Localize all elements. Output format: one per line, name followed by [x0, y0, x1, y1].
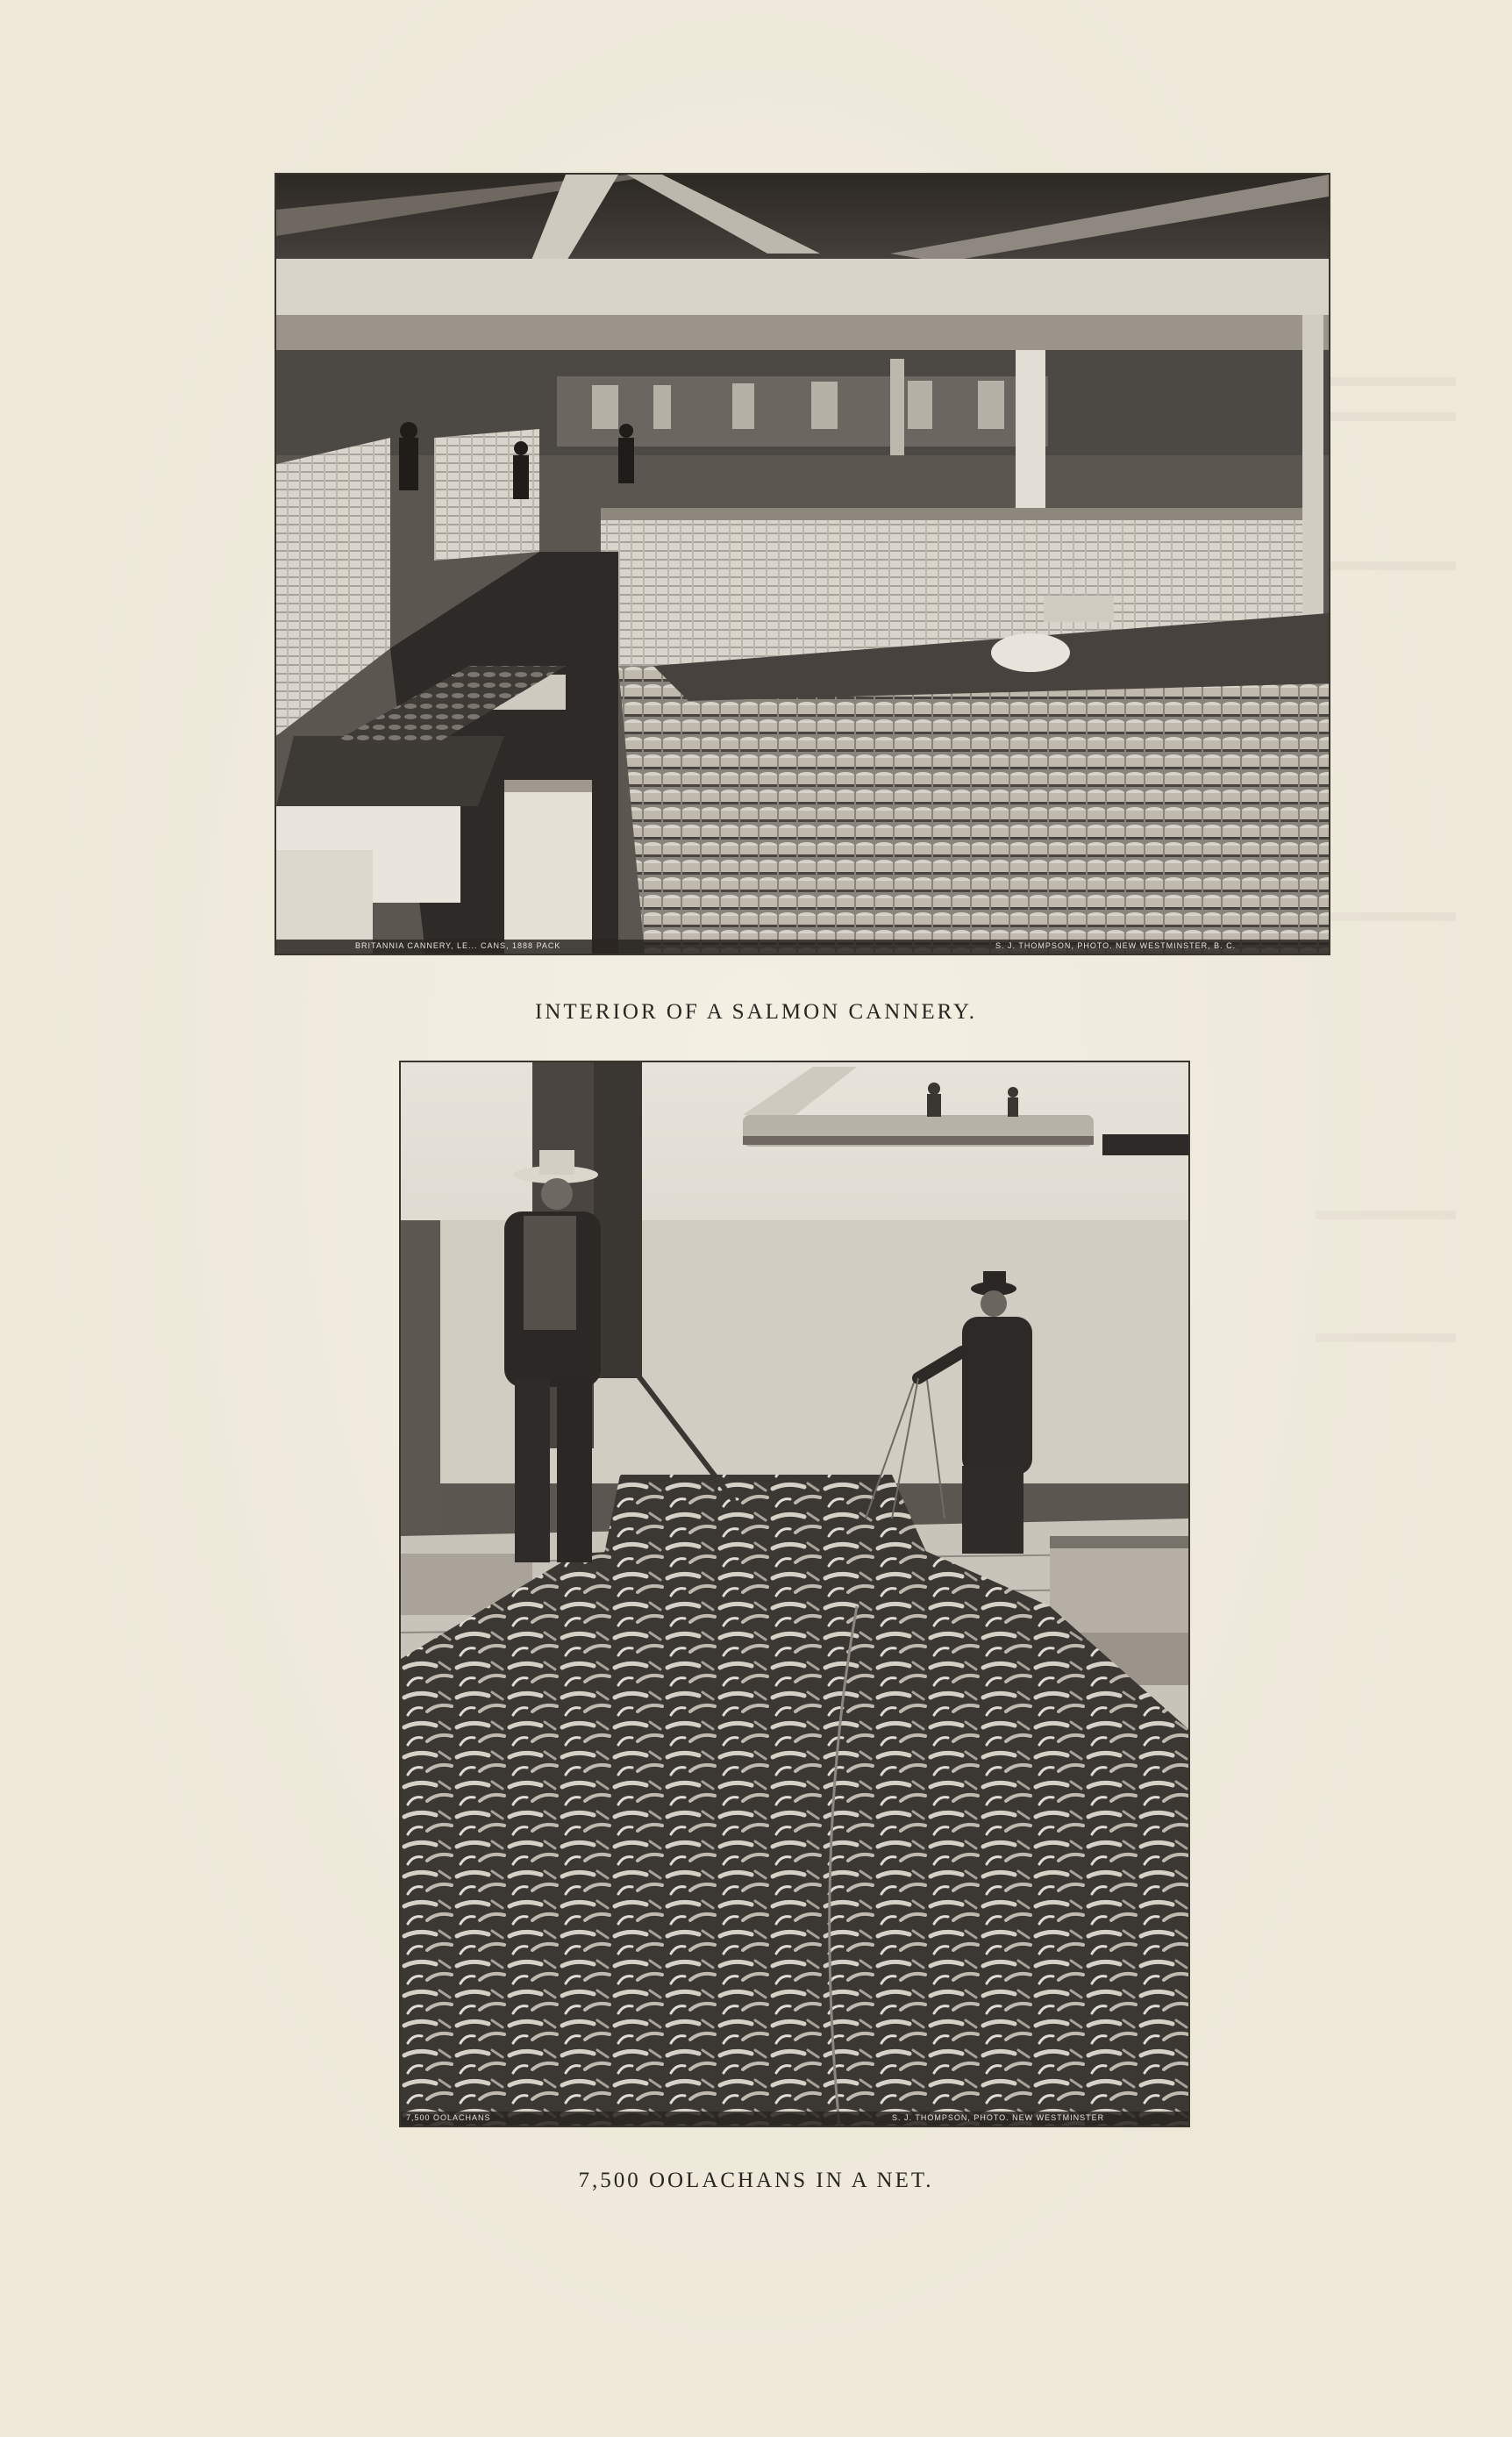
photo-credit-left: 7,500 OOLACHANS: [406, 2113, 491, 2122]
show-through-text: [1316, 377, 1456, 386]
photo-credit-right: S. J. THOMPSON, PHOTO. NEW WESTMINSTER, B. C.: [995, 941, 1237, 950]
caption-oolachans: 7,500 OOLACHANS IN A NET.: [578, 2169, 934, 2192]
show-through-text: [1316, 912, 1456, 921]
show-through-text: [1316, 1211, 1456, 1219]
show-through-text: [1316, 561, 1456, 570]
photo-credit-left: BRITANNIA CANNERY, LE... CANS, 1888 PACK: [355, 941, 561, 950]
show-through-text: [1316, 412, 1456, 421]
photo-credit-right: S. J. THOMPSON, PHOTO. NEW WESTMINSTER: [892, 2113, 1105, 2122]
cannery-photo-image: [276, 175, 1329, 954]
caption-cannery: INTERIOR OF A SALMON CANNERY.: [535, 1000, 977, 1024]
show-through-text: [1316, 1333, 1456, 1342]
cannery-interior-photo: [275, 173, 1330, 955]
oolachans-photo-image: [401, 1062, 1188, 2126]
oolachans-net-photo: [399, 1061, 1190, 2127]
